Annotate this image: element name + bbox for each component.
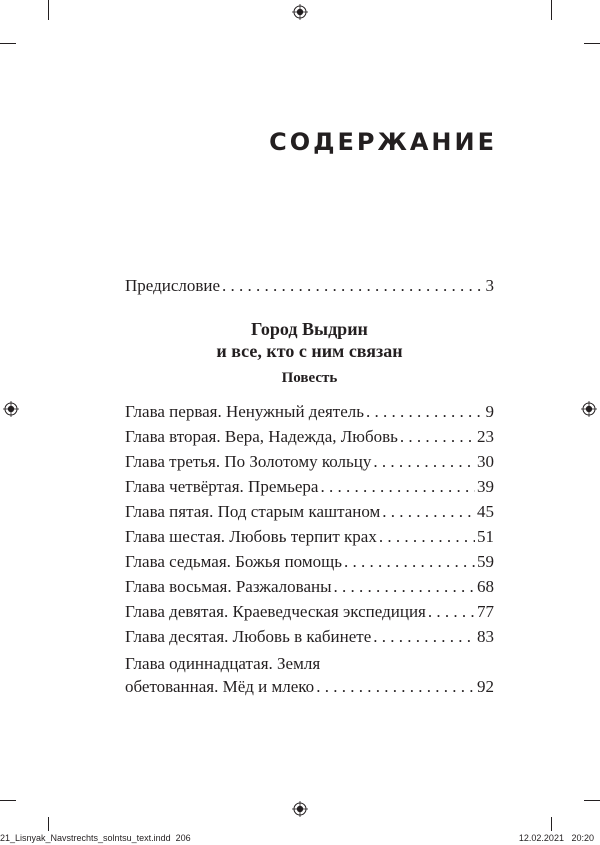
toc-entry[interactable] (125, 427, 494, 449)
section-title-line: Город Выдрин (251, 319, 368, 339)
leader-dots (366, 402, 483, 422)
slug-datetime (519, 833, 594, 843)
toc-entry-title: Глава десятая. Любовь в кабинете (125, 627, 372, 646)
toc-entry[interactable] (125, 527, 494, 549)
toc-entry-page: 51 (477, 527, 494, 546)
toc-entry-title: Предисловие (125, 276, 221, 295)
registration-mark-icon (3, 401, 19, 417)
toc-entry-page: 45 (477, 502, 494, 521)
crop-mark (584, 43, 600, 44)
section-title (125, 318, 494, 362)
registration-mark-icon (292, 4, 308, 20)
slug-page: 206 (175, 833, 191, 843)
slug-date: 12.02.2021 (518, 833, 564, 843)
crop-mark (0, 800, 16, 801)
registration-mark-icon (292, 801, 308, 817)
toc-entry-page: 3 (485, 276, 494, 295)
toc-entry[interactable] (125, 402, 494, 424)
toc-entry[interactable] (125, 477, 494, 499)
toc-entry-page: 59 (477, 552, 494, 571)
toc-entry-title: Глава пятая. Под старым каштаном (125, 502, 381, 521)
leader-dots (379, 527, 475, 547)
crop-mark (0, 43, 16, 44)
crop-mark (551, 0, 552, 20)
slug-time: 20:20 (571, 833, 594, 843)
crop-mark (48, 0, 49, 20)
toc-entry-page: 92 (477, 677, 494, 696)
toc-entry-page: 77 (477, 602, 494, 621)
section-subtitle: Повесть (281, 370, 338, 386)
page-title: СОДЕРЖАНИЕ (269, 128, 497, 156)
toc-entry-title: Глава девятая. Краеведческая экспедиция (125, 602, 426, 621)
toc-entry[interactable] (125, 577, 494, 599)
leader-dots (428, 602, 475, 622)
section-title-line: и все, кто с ним связан (216, 341, 403, 361)
toc-entry-title: Глава третья. По Золотому кольцу (125, 452, 372, 471)
crop-mark (584, 800, 600, 801)
toc-entry[interactable] (125, 627, 494, 649)
crop-mark (551, 817, 552, 831)
leader-dots (373, 627, 475, 647)
toc-entry-title: Глава первая. Ненужный деятель (125, 402, 365, 421)
toc-entry-page: 83 (477, 627, 494, 646)
leader-dots (222, 276, 483, 296)
toc-entry-title: обетованная. Мёд и млеко (125, 677, 315, 696)
leader-dots (344, 552, 475, 572)
toc-entry-title: Глава шестая. Любовь терпит крах (125, 527, 377, 546)
leader-dots (334, 577, 475, 597)
toc-entry-title: Глава восьмая. Разжалованы (125, 577, 332, 596)
toc-entry-title-line[interactable]: Глава одиннадцатая. Земля (125, 654, 321, 673)
leader-dots (316, 677, 475, 697)
slug-file: 21_Lisnyak_Navstrechts_solntsu_text.indd (0, 833, 171, 843)
toc-entry[interactable] (125, 677, 494, 699)
toc-entry[interactable] (125, 602, 494, 624)
toc-entry[interactable] (125, 276, 494, 298)
leader-dots (400, 427, 475, 447)
toc-entry-page: 23 (477, 427, 494, 446)
toc-entry-page: 9 (485, 402, 494, 421)
toc-entry-title: Глава четвёртая. Премьера (125, 477, 319, 496)
slug-filename (0, 833, 191, 843)
toc-entry-page: 39 (477, 477, 494, 496)
toc-entry-page: 68 (477, 577, 494, 596)
leader-dots (320, 477, 475, 497)
toc-entry-title: Глава седьмая. Божья помощь (125, 552, 342, 571)
crop-mark (48, 817, 49, 831)
toc-entry[interactable] (125, 552, 494, 574)
toc-entry[interactable] (125, 452, 494, 474)
leader-dots (382, 502, 475, 522)
registration-mark-icon (581, 401, 597, 417)
toc-entry-title: Глава вторая. Вера, Надежда, Любовь (125, 427, 398, 446)
toc-entry[interactable] (125, 502, 494, 524)
toc-entry-page: 30 (477, 452, 494, 471)
leader-dots (373, 452, 475, 472)
